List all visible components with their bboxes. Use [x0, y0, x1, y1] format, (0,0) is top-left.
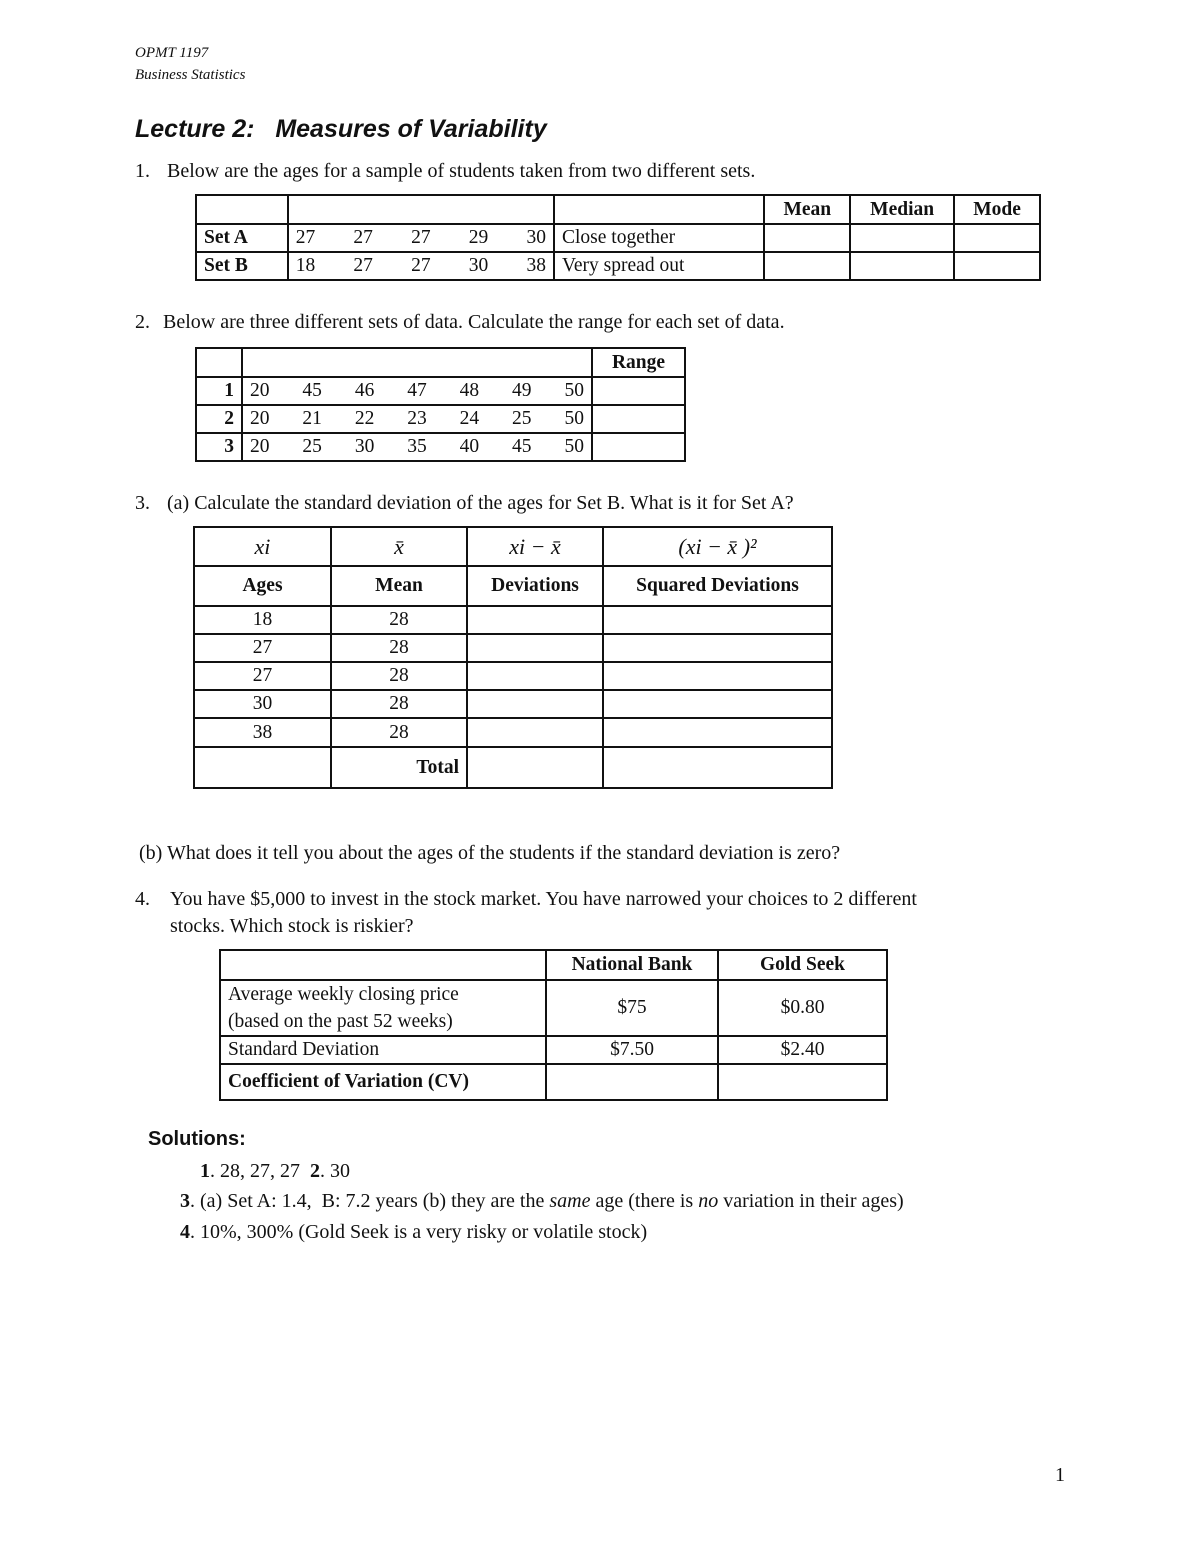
- value: 50: [564, 436, 584, 457]
- value: 27: [353, 255, 373, 276]
- q1-table: [195, 194, 1041, 281]
- value: 49: [512, 380, 532, 401]
- set-note: Very spread out: [554, 252, 764, 280]
- answer-cell: [850, 252, 954, 280]
- q2-text: Below are three different sets of data. Calculate the range for each set of data.: [163, 311, 785, 333]
- row-label: (based on the past 52 weeks): [228, 1011, 453, 1032]
- col-national-bank: National Bank: [546, 950, 718, 980]
- value: 23: [407, 408, 427, 429]
- answer-cell: [467, 690, 603, 718]
- set-label: Set A: [196, 224, 288, 252]
- value: 27: [411, 227, 431, 248]
- col-squared-deviations: Squared Deviations: [603, 566, 832, 606]
- table-row: [194, 718, 832, 747]
- value: 50: [564, 380, 584, 401]
- row-label-cv: Coefficient of Variation (CV): [220, 1064, 546, 1100]
- solution-text: . (a) Set A: 1.4, B: 7.2 years (b) they are the: [190, 1190, 550, 1212]
- solution-line-3: [180, 1188, 904, 1214]
- answer-cell: [194, 747, 331, 788]
- table-row: [194, 690, 832, 718]
- mean-value: 28: [331, 634, 467, 662]
- table-row: [194, 662, 832, 690]
- q4-number: 4.: [135, 888, 150, 910]
- symbol-deviation: xi − x̄: [467, 527, 603, 566]
- solution-line-4: [180, 1219, 647, 1245]
- answer-cell: [592, 433, 685, 461]
- table-row: [196, 377, 685, 405]
- value: 38: [526, 255, 546, 276]
- answer-cell: [603, 662, 832, 690]
- table-row: [220, 1036, 887, 1064]
- total-label: Total: [331, 747, 467, 788]
- q4-text-line2: stocks. Which stock is riskier?: [170, 915, 414, 937]
- answer-cell: [467, 606, 603, 634]
- answer-cell: [850, 224, 954, 252]
- value: 30: [468, 255, 489, 276]
- table-row: [194, 747, 832, 788]
- answer-cell: [592, 405, 685, 433]
- mean-value: 28: [331, 718, 467, 747]
- solution-number: 4: [180, 1221, 190, 1243]
- answer-cell: [546, 1064, 718, 1100]
- set-label: 1: [196, 377, 242, 405]
- q3-part-b: (b) What does it tell you about the ages of the students if the standard deviation is zero?: [139, 842, 841, 864]
- age-value: 18: [194, 606, 331, 634]
- set-note: Close together: [554, 224, 764, 252]
- solution-line-1: [200, 1158, 350, 1184]
- value: 46: [354, 380, 375, 401]
- value: 27: [295, 227, 316, 248]
- solution-number: 1: [200, 1160, 210, 1182]
- value: 20: [250, 380, 270, 401]
- value: 35: [407, 436, 427, 457]
- q4-table: [219, 949, 888, 1101]
- answer-cell: [718, 1064, 887, 1100]
- answer-cell: [467, 662, 603, 690]
- solutions-heading: Solutions:: [148, 1128, 246, 1150]
- symbol-xi: xi: [194, 527, 331, 566]
- q1-text: Below are the ages for a sample of students taken from two different sets.: [167, 160, 756, 182]
- value: 50: [564, 408, 584, 429]
- mean-value: 28: [331, 662, 467, 690]
- answer-cell: [954, 252, 1040, 280]
- table-row: [220, 980, 887, 1036]
- answer-cell: [603, 690, 832, 718]
- answer-cell: [592, 377, 685, 405]
- value: 30: [526, 227, 546, 248]
- q3-number: 3.: [135, 492, 150, 514]
- col-deviations: Deviations: [467, 566, 603, 606]
- set-label: 2: [196, 405, 242, 433]
- q1-col-mean: Mean: [764, 195, 850, 224]
- col-ages: Ages: [194, 566, 331, 606]
- q4-text-line1: You have $5,000 to invest in the stock market. You have narrowed your choices to 2 different: [170, 888, 917, 910]
- set-label: 3: [196, 433, 242, 461]
- national-bank-sd: $7.50: [546, 1036, 718, 1064]
- course-code: OPMT 1197: [135, 45, 209, 61]
- answer-cell: [764, 224, 850, 252]
- row-label: Standard Deviation: [220, 1036, 546, 1064]
- value: 20: [250, 408, 270, 429]
- answer-cell: [467, 634, 603, 662]
- value: 45: [302, 380, 322, 401]
- solution-text: . 30: [320, 1160, 350, 1182]
- solution-text: variation in their ages): [718, 1190, 904, 1212]
- answer-cell: [603, 747, 832, 788]
- q3-table: [193, 526, 833, 789]
- age-value: 27: [194, 662, 331, 690]
- answer-cell: [467, 747, 603, 788]
- table-row: [196, 224, 1040, 252]
- value: 45: [512, 436, 532, 457]
- q2-table: [195, 347, 686, 462]
- value: 21: [302, 408, 322, 429]
- symbol-xbar: x̄: [331, 527, 467, 566]
- set-label: Set B: [196, 252, 288, 280]
- solution-number: 3: [180, 1190, 190, 1212]
- value: 29: [468, 227, 489, 248]
- age-value: 27: [194, 634, 331, 662]
- age-value: 30: [194, 690, 331, 718]
- value: 40: [459, 436, 480, 457]
- symbol-squared-deviation: (xi − x̄ )²: [603, 527, 832, 566]
- answer-cell: [603, 606, 832, 634]
- table-row: [196, 252, 1040, 280]
- course-subject: Business Statistics: [135, 67, 246, 83]
- row-label: Average weekly closing price: [228, 984, 459, 1005]
- page-number: 1: [1055, 1464, 1065, 1486]
- value: 27: [353, 227, 373, 248]
- gold-seek-price: $0.80: [718, 980, 887, 1036]
- solution-text: age (there is: [590, 1190, 699, 1212]
- table-row: [194, 634, 832, 662]
- q3-text: (a) Calculate the standard deviation of the ages for Set B. What is it for Set A?: [167, 492, 794, 514]
- answer-cell: [954, 224, 1040, 252]
- table-row: [196, 433, 685, 461]
- value: 25: [512, 408, 532, 429]
- solution-text: . 10%, 300% (Gold Seek is a very risky or volatile stock): [190, 1221, 648, 1243]
- value: 27: [411, 255, 431, 276]
- table-row: [220, 1064, 887, 1100]
- col-gold-seek: Gold Seek: [718, 950, 887, 980]
- value: 25: [302, 436, 322, 457]
- national-bank-price: $75: [546, 980, 718, 1036]
- value: 18: [295, 255, 316, 276]
- value: 20: [250, 436, 270, 457]
- q1-col-mode: Mode: [954, 195, 1040, 224]
- table-row: [194, 606, 832, 634]
- page-title: Lecture 2: Measures of Variability: [135, 115, 547, 143]
- col-mean: Mean: [331, 566, 467, 606]
- solution-number: 2: [310, 1160, 320, 1182]
- q1-col-median: Median: [850, 195, 954, 224]
- value: 30: [354, 436, 375, 457]
- mean-value: 28: [331, 690, 467, 718]
- answer-cell: [467, 718, 603, 747]
- solution-emphasis: same: [549, 1190, 591, 1212]
- q2-number: 2.: [135, 311, 150, 333]
- value: 24: [459, 408, 480, 429]
- solution-text: . 28, 27, 27: [210, 1160, 300, 1182]
- table-row: [196, 405, 685, 433]
- q1-number: 1.: [135, 160, 150, 182]
- answer-cell: [603, 634, 832, 662]
- value: 22: [354, 408, 375, 429]
- gold-seek-sd: $2.40: [718, 1036, 887, 1064]
- q2-col-range: Range: [592, 348, 685, 377]
- mean-value: 28: [331, 606, 467, 634]
- age-value: 38: [194, 718, 331, 747]
- value: 48: [459, 380, 480, 401]
- answer-cell: [603, 718, 832, 747]
- value: 47: [407, 380, 427, 401]
- answer-cell: [764, 252, 850, 280]
- solution-emphasis: no: [698, 1190, 719, 1212]
